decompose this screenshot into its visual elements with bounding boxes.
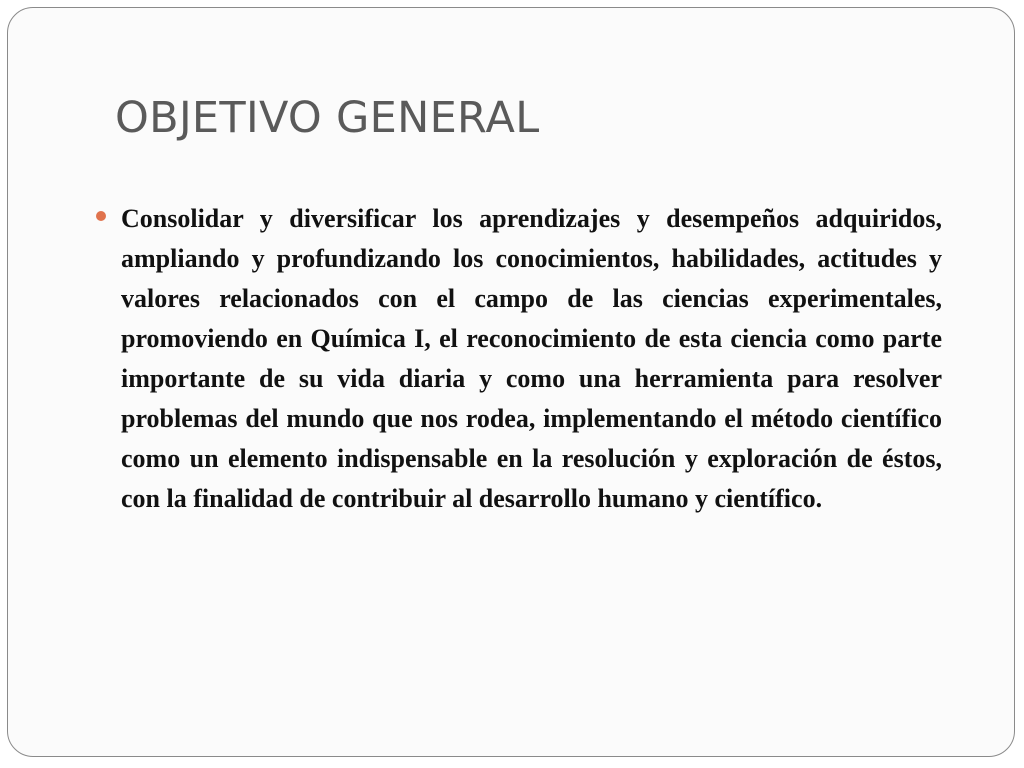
bullet-icon (96, 211, 106, 221)
bullet-text: Consolidar y diversificar los aprendizajes y desempeños adquiridos, ampliando y profundizando los conocimientos, habilidades, actitudes y valores relacionados con el campo de las ciencias experimentales, promoviendo en Química I, el reconocimiento de esta ciencia como parte importante de su vida diaria y como una herramienta para resolver problemas del mundo que nos rodea, implementando el método científico como un elemento indispensable en la resolución y exploración de éstos, con la finalidad de contribuir al desarrollo humano y científico. (121, 204, 942, 513)
slide-frame (7, 7, 1015, 757)
slide-title: OBJETIVO GENERAL (115, 93, 540, 143)
